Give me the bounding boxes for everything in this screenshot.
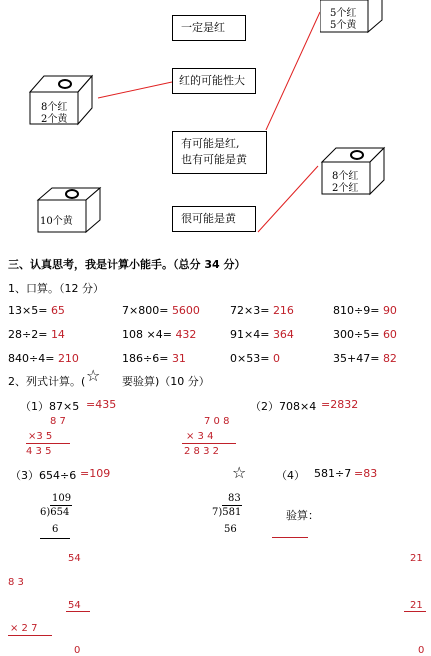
p3-quotient: 109 [52, 493, 72, 504]
label-yellow-likely: 很可能是黄 [172, 206, 256, 232]
label-certain-red: 一定是红 [172, 15, 246, 41]
oral-answer: 216 [272, 304, 294, 317]
p3-answer: =109 [80, 467, 111, 480]
oral-answer: 5600 [171, 304, 200, 317]
oral-question: 840÷4= [8, 352, 55, 365]
note-0-b: 0 [418, 645, 425, 656]
box-8red-r-text: 8个红 [332, 171, 359, 182]
box-2yellow-text: 2个黄 [41, 114, 68, 125]
p3-sub: 6 [52, 524, 59, 535]
oral-item [230, 352, 280, 365]
note-54: 54 [68, 553, 81, 564]
oral-item [122, 328, 196, 341]
box-5yellow-text: 5个黄 [330, 20, 357, 31]
note-83: 8 3 [8, 577, 24, 588]
note-x27: × 2 7 [10, 623, 38, 634]
p2-work-line3: 2 8 3 2 [184, 446, 219, 457]
p4-quotient: 83 [228, 493, 241, 504]
oral-question: 13×5= [8, 304, 48, 317]
p4-dividend: 7)581 [212, 507, 242, 518]
oral-question: 108 ×4= [122, 328, 172, 341]
check-label: 验算： [286, 509, 319, 522]
oral-item [8, 352, 79, 365]
p2-work-line1: 7 0 8 [204, 416, 230, 427]
oral-item [122, 352, 186, 365]
p2-question: （2）708×4 [250, 400, 317, 413]
oral-answer: 65 [50, 304, 65, 317]
oral-answer: 364 [272, 328, 294, 341]
note-0: 0 [74, 645, 81, 656]
oral-question: 186÷6= [122, 352, 169, 365]
oral-answer: 82 [382, 352, 397, 365]
match-line [98, 82, 172, 98]
oral-item [122, 304, 200, 317]
p1-work-line2: ×3 5 [28, 431, 53, 442]
p3-dividend: 6)654 [40, 507, 70, 518]
check-blank [272, 537, 308, 538]
vertical-heading-tail: 要验算)（10 分） [122, 375, 210, 388]
label-maybe-red-maybe-yellow: 有可能是红, 也有可能是黄 [172, 131, 267, 174]
match-line [266, 12, 320, 130]
box-5red-text: 5个红 [330, 8, 357, 19]
oral-question: 72×3= [230, 304, 270, 317]
oral-answer: 0 [272, 352, 280, 365]
p4-answer: =83 [354, 467, 378, 480]
oral-question: 810÷9= [333, 304, 380, 317]
oral-answer: 90 [382, 304, 397, 317]
oral-question: 28÷2= [8, 328, 48, 341]
oral-item [333, 328, 397, 341]
p1-rule [26, 443, 70, 444]
oral-answer: 60 [382, 328, 397, 341]
box-8red-text: 8个红 [41, 102, 68, 113]
p2-rule [182, 443, 236, 444]
p1-work-line1: 8 7 [50, 416, 66, 427]
note-21: 21 [410, 553, 423, 564]
p2-answer: =2832 [321, 398, 359, 411]
p1-answer: =435 [86, 398, 117, 411]
oral-answer: 210 [57, 352, 79, 365]
p4-bar [222, 505, 242, 506]
p4-expr: 581÷7 [314, 467, 352, 480]
p1-question: （1）87×5 [20, 400, 80, 413]
oral-item [8, 304, 65, 317]
oral-answer: 432 [175, 328, 197, 341]
vertical-heading: 2、列式计算。( [8, 375, 86, 388]
oral-answer: 14 [50, 328, 65, 341]
oral-question: 35+47= [333, 352, 380, 365]
oral-item [230, 304, 294, 317]
p3-question: （3）654÷6 [10, 469, 77, 482]
star-icon: ☆ [232, 463, 247, 482]
oral-item [8, 328, 65, 341]
note-rule [66, 611, 90, 612]
p4-question: （4） [276, 469, 305, 482]
box-10yellow-text: 10个黄 [40, 216, 73, 227]
oral-answer: 31 [171, 352, 186, 365]
p1-work-line3: 4 3 5 [26, 446, 52, 457]
oral-question: 91×4= [230, 328, 270, 341]
p3-bar [50, 505, 72, 506]
oral-question: 7×800= [122, 304, 169, 317]
note-rule-2 [8, 635, 52, 636]
oral-question: 300÷5= [333, 328, 380, 341]
oral-item [333, 304, 397, 317]
p2-work-line2: × 3 4 [186, 431, 214, 442]
star-icon: ☆ [86, 366, 101, 385]
oral-heading: 1、口算。（12 分） [8, 282, 104, 295]
note-54-b: 54 [68, 600, 81, 611]
match-line [258, 166, 318, 232]
oral-question: 0×53= [230, 352, 270, 365]
oral-item [333, 352, 397, 365]
note-rule-3 [404, 611, 426, 612]
note-21-b: 21 [410, 600, 423, 611]
label-red-likely: 红的可能性大 [172, 68, 256, 94]
p3-rule [40, 538, 70, 539]
box-2red-r-text: 2个红 [332, 183, 359, 194]
section3-heading: 三、认真思考，我是计算小能手。（总分 34 分） [8, 258, 246, 271]
oral-item [230, 328, 294, 341]
p4-sub: 56 [224, 524, 237, 535]
